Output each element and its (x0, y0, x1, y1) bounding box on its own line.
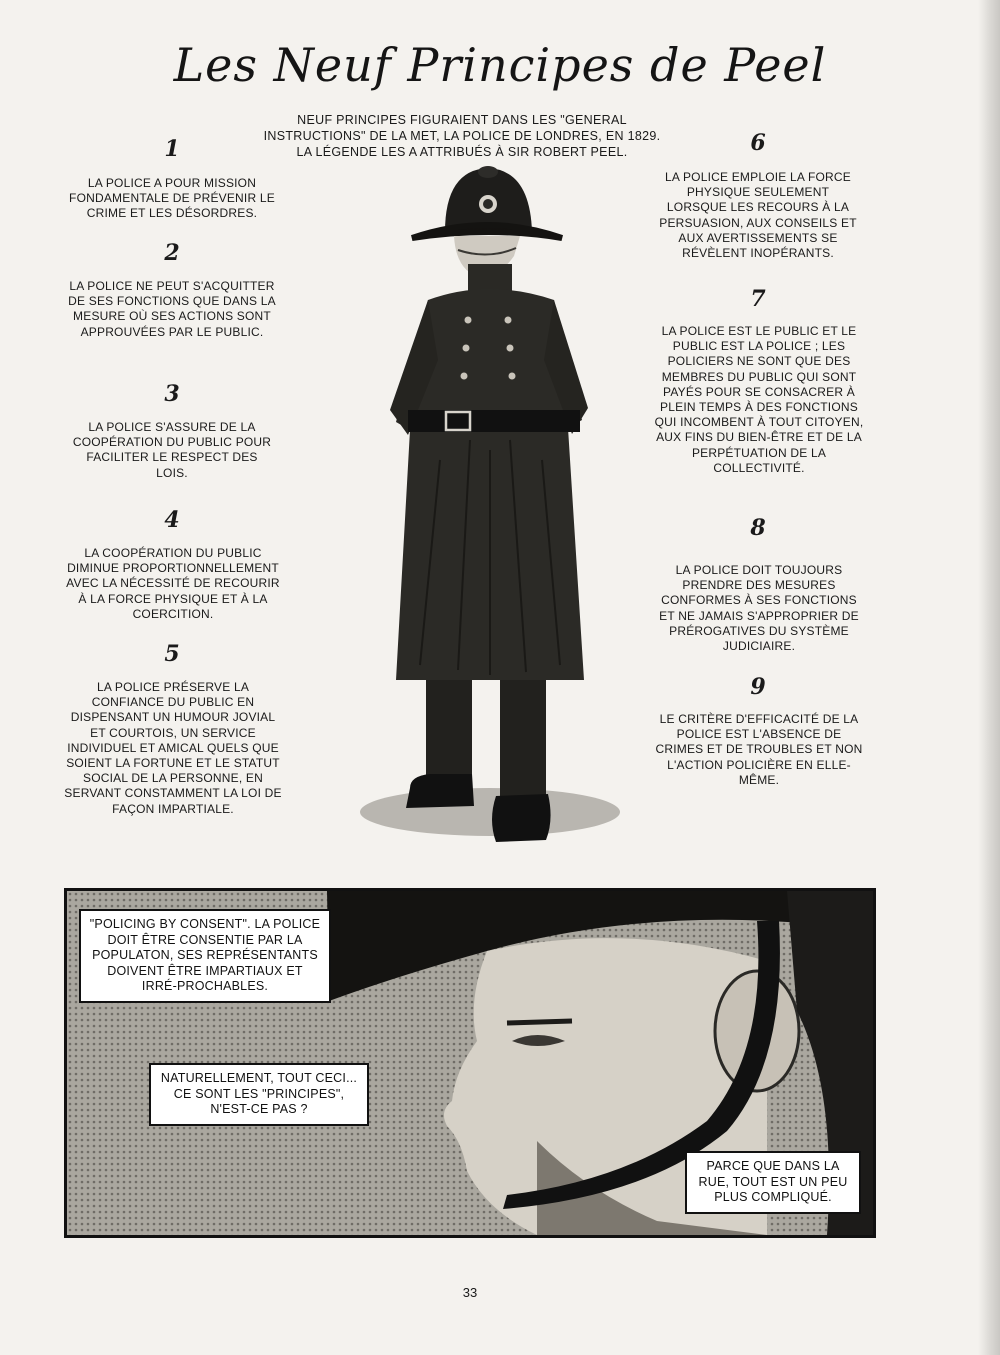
caption-box: "POLICING BY CONSENT". LA POLICE DOIT ÊTRE CONSENTIE PAR LA POPULATON, SES REPRÉSENTANTS DOIVENT ÊTRE IMPARTIAUX ET IRRÉ-PROCHABLES. (79, 909, 331, 1003)
principle-4-number: 4 (164, 507, 180, 533)
policeman-illustration (350, 160, 630, 860)
principle-8-number: 8 (750, 515, 766, 541)
ground-shadow (360, 788, 620, 836)
page-title: Les Neuf Principes de Peel (173, 38, 827, 92)
speech-bubble-1: NATURELLEMENT, TOUT CECI... CE SONT LES "PRINCIPES", N'EST-CE PAS ? (149, 1063, 369, 1126)
principle-3-text: LA POLICE S'ASSURE DE LA COOPÉRATION DU PUBLIC POUR FACILITER LE RESPECT DES LOIS. (72, 420, 272, 480)
principle-7-number: 7 (750, 286, 766, 312)
principle-6-number: 6 (750, 130, 766, 156)
principle-5-text: LA POLICE PRÉSERVE LA CONFIANCE DU PUBLIC EN DISPENSANT UN HUMOUR JOVIAL ET COURTOIS, UN SERVICE INDIVIDUEL ET AMICAL QUELS QUE SOIENT LA FORTUNE ET LE STATUT SOCIAL DE LA PERSONNE, EN SERVANT CONSTAMMENT LA LOI DE FAÇON IMPARTIALE. (64, 680, 282, 816)
principle-2-number: 2 (164, 240, 180, 266)
page-number: 33 (462, 1285, 478, 1300)
left-leg (426, 680, 472, 790)
principle-1-text: LA POLICE A POUR MISSION FONDAMENTALE DE PRÉVENIR LE CRIME ET LES DÉSORDRES. (69, 176, 275, 221)
page-edge (978, 0, 1000, 1355)
speech-bubble-2: PARCE QUE DANS LA RUE, TOUT EST UN PEU PLUS COMPLIQUÉ. (685, 1151, 861, 1214)
principle-2-text: LA POLICE NE PEUT S'ACQUITTER DE SES FONCTIONS QUE DANS LA MESURE OÙ SES ACTIONS SONT APPROUVÉES PAR LE PUBLIC. (68, 279, 276, 339)
intro-text: NEUF PRINCIPES FIGURAIENT DANS LES "GENERAL INSTRUCTIONS" DE LA MET, LA POLICE DE LONDRES, EN 1829. LA LÉGENDE LES A ATTRIBUÉS À SIR ROBERT PEEL. (263, 113, 661, 159)
principle-7-text: LA POLICE EST LE PUBLIC ET LE PUBLIC EST LA POLICE ; LES POLICIERS NE SONT QUE DES MEMBRES DU PUBLIC QUI SONT PAYÉS POUR SE CONSACRER À PLEIN TEMPS À DES FONCTIONS QUI INCOMBENT À TOUT CITOYEN, AUX FINS DU BIEN-ÊTRE ET DE LA PERPÉTUATION DE LA COLLECTIVITÉ. (654, 324, 864, 475)
right-leg (500, 680, 546, 798)
principle-8-text: LA POLICE DOIT TOUJOURS PRENDRE DES MESURES CONFORMES À SES FONCTIONS ET NE JAMAIS S'APPROPRIER DE PRÉROGATIVES DU SYSTÈME JUDICIAIRE. (659, 563, 859, 654)
right-boot (492, 794, 551, 842)
principle-4-text: LA COOPÉRATION DU PUBLIC DIMINUE PROPORTIONNELLEMENT AVEC LA NÉCESSITÉ DE RECOURIR À LA FORCE PHYSIQUE ET À LA COERCITION. (66, 546, 280, 621)
left-boot (406, 774, 474, 808)
principle-1-number: 1 (164, 136, 180, 162)
comic-panel (64, 888, 876, 1238)
principle-5-number: 5 (164, 641, 180, 667)
principle-9-text: LE CRITÈRE D'EFFICACITÉ DE LA POLICE EST L'ABSENCE DE CRIMES ET DE TROUBLES ET NON L'ACTION POLICIÈRE EN ELLE-MÊME. (655, 712, 863, 787)
principle-3-number: 3 (164, 381, 180, 407)
principle-6-text: LA POLICE EMPLOIE LA FORCE PHYSIQUE SEULEMENT LORSQUE LES RECOURS À LA PERSUASION, AUX CONSEILS ET AUX AVERTISSEMENTS SE RÉVÈLENT INOPÉRANTS. (659, 170, 857, 261)
belt (408, 410, 580, 432)
principle-9-number: 9 (750, 674, 766, 700)
